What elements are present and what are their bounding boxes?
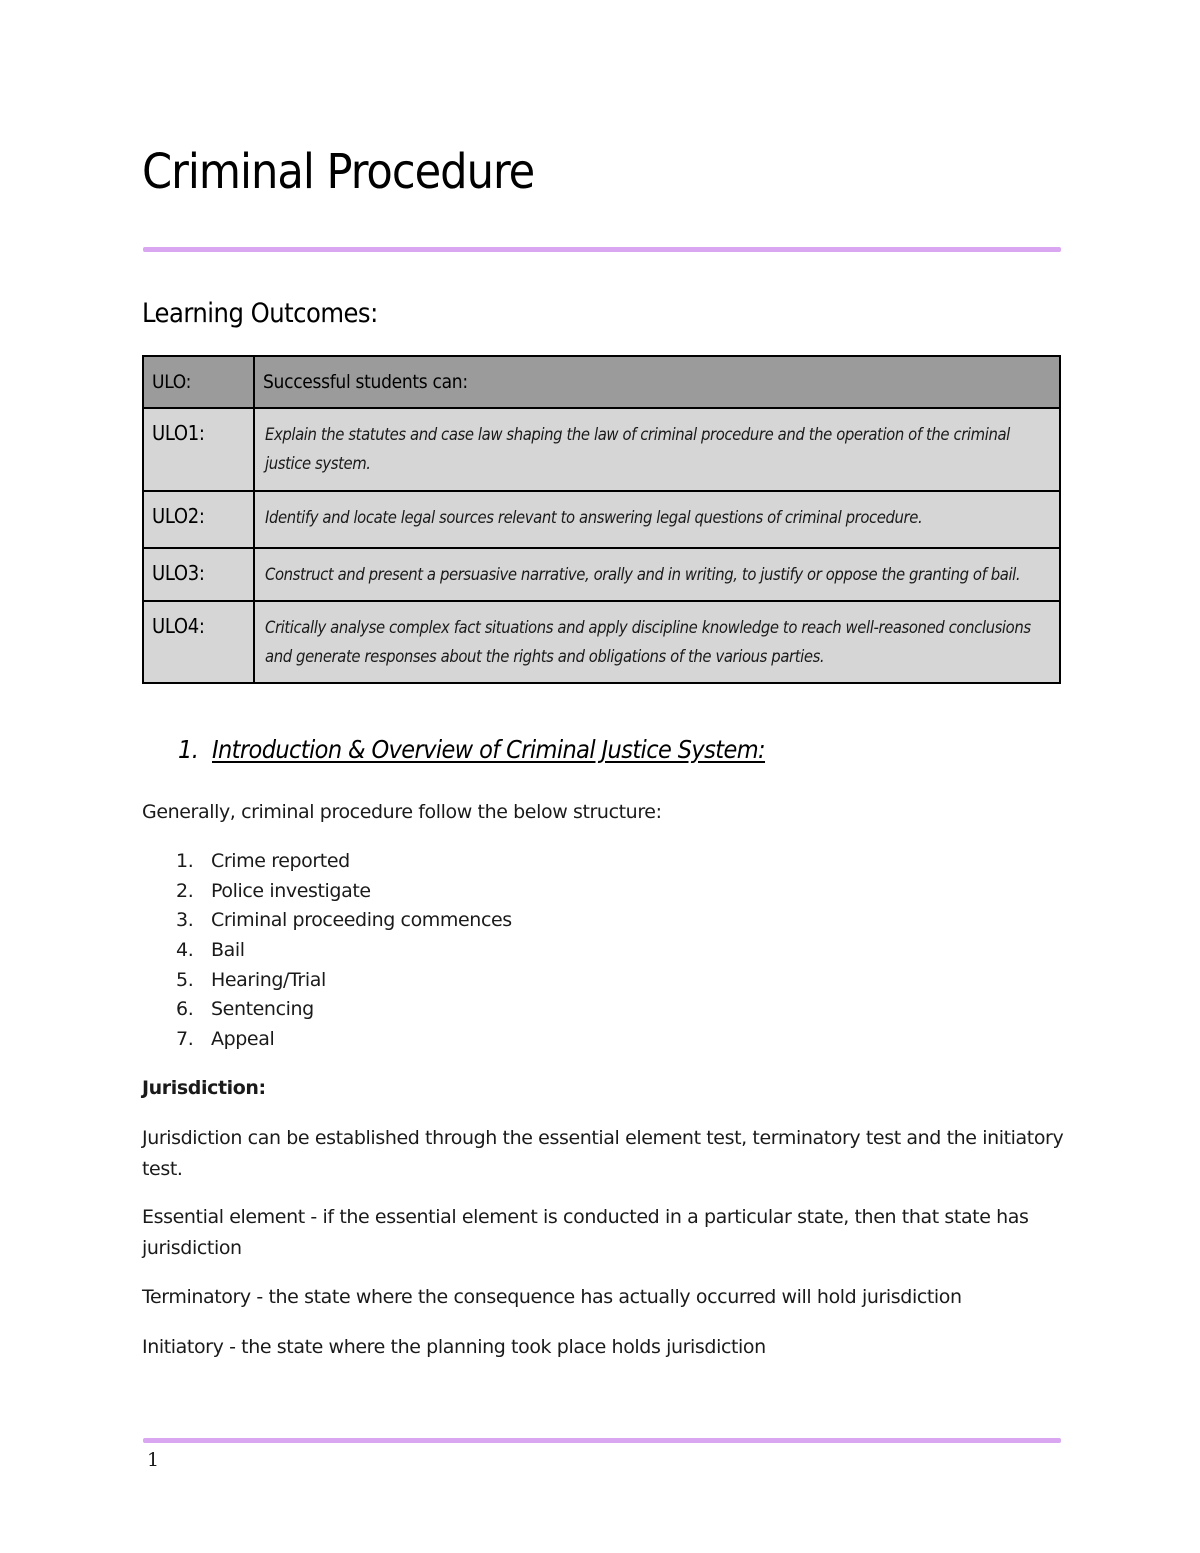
table-row [143,491,1060,548]
list-item-label: Police investigate [211,879,371,902]
list-item-number: 6. [176,998,194,1021]
table-header-description: Successful students can: [254,356,1060,408]
footer-divider [143,1438,1061,1443]
learning-outcomes-heading: Learning Outcomes: [142,298,378,329]
ulo-code: ULO1: [143,408,254,491]
initiatory-paragraph: Initiatory - the state where the planning took place holds jurisdiction [142,1336,766,1358]
list-item [142,877,512,907]
list-item-label: Bail [211,939,245,962]
list-item-label: Crime reported [211,850,350,872]
table-row [143,548,1060,601]
table-header-row [143,356,1060,408]
section-1-title: Introduction & Overview of Criminal Justice System: [212,735,766,764]
title-divider [143,247,1061,252]
list-item-label: Hearing/Trial [211,968,326,991]
table-row [143,408,1060,491]
jurisdiction-heading: Jurisdiction: [142,1077,266,1099]
list-item [142,995,512,1025]
document-title: Criminal Procedure [142,144,535,200]
list-item [142,847,512,877]
procedure-steps-list [142,847,512,1055]
jurisdiction-paragraph: Jurisdiction can be established through the essential element test, terminatory test and the initiatory test. [142,1127,1064,1180]
ulo-description: Construct and present a persuasive narrative, orally and in writing, to justify or oppose the granting of bail. [254,548,1060,601]
learning-outcomes-table [142,355,1061,684]
list-item-label: Criminal proceeding commences [211,909,512,932]
list-item-number: 1. [176,850,194,872]
list-item-label: Appeal [211,1028,275,1051]
list-item-number: 3. [176,909,194,932]
ulo-code: ULO4: [143,601,254,683]
ulo-description: Explain the statutes and case law shaping the law of criminal procedure and the operation of the criminal justice system. [254,408,1060,491]
section-1-intro: Generally, criminal procedure follow the below structure: [142,801,662,823]
terminatory-paragraph: Terminatory - the state where the consequence has actually occurred will hold jurisdiction [142,1286,962,1308]
list-item-number: 4. [176,939,194,962]
page-number: 1 [147,1449,160,1471]
table-row [143,601,1060,683]
list-item-label: Sentencing [211,998,314,1021]
ulo-code: ULO3: [143,548,254,601]
essential-element-paragraph: Essential element - if the essential element is conducted in a particular state, then that state has jurisdiction [142,1206,1029,1259]
section-1-number: 1. [178,735,199,764]
list-item-number: 7. [176,1028,194,1051]
ulo-description: Identify and locate legal sources relevant to answering legal questions of criminal procedure. [254,491,1060,548]
ulo-code: ULO2: [143,491,254,548]
list-item-number: 2. [176,879,194,902]
list-item [142,906,512,936]
ulo-description: Critically analyse complex fact situations and apply discipline knowledge to reach well-reasoned conclusions and generate responses about the rights and obligations of the various parties. [254,601,1060,683]
list-item [142,936,512,966]
table-header-code: ULO: [143,356,254,408]
list-item [142,966,512,996]
list-item-number: 5. [176,968,194,991]
list-item [142,1025,512,1055]
section-1-heading [178,735,765,764]
